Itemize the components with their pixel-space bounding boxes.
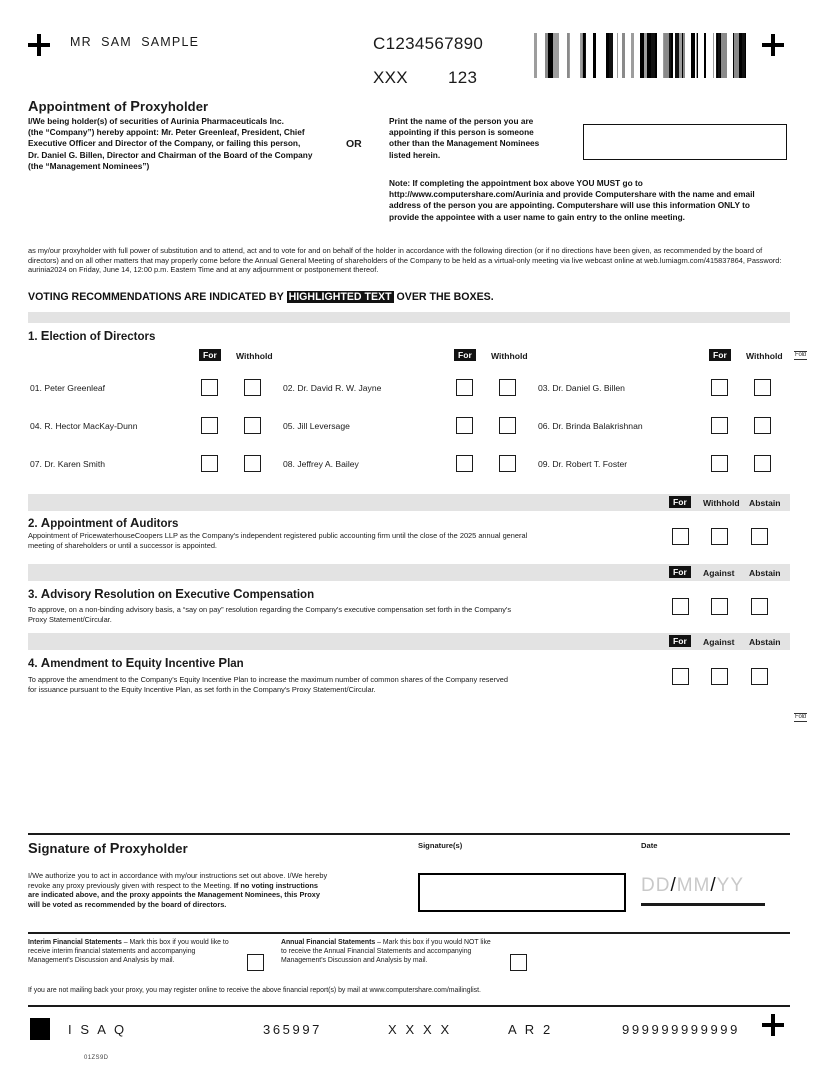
signature-body-text: I/We authorize you to act in accordance with my/our instructions set out above. I/We hereby revoke any proxy previously given with respect to the Meeting. If no voting instructions are indicated above, and the proxy appoints the Management Nominees, this Proxy will be voted as recommended by the board of directors. xyxy=(28,871,328,909)
signature-section-title: Signature of Proxyholder xyxy=(28,841,188,857)
proposal3-against-checkbox[interactable] xyxy=(711,598,728,615)
date-mm: MM xyxy=(676,875,711,896)
proposal3-abstain-checkbox[interactable] xyxy=(751,598,768,615)
p4-col-abstain: Abstain xyxy=(749,637,781,647)
nominee-08-label: 08. Jeffrey A. Bailey xyxy=(283,459,359,469)
proposal3-number: 3. xyxy=(28,589,38,601)
voting-rec-suffix: OVER THE BOXES. xyxy=(393,291,494,303)
holder-name: MR SAM SAMPLE xyxy=(70,35,200,49)
control-number: C1234567890 xyxy=(373,34,484,53)
proxyholder-line-3: Executive Officer and Director of the Company, or failing this person, xyxy=(28,138,301,149)
control-code-left: XXX xyxy=(373,68,408,87)
nominee-05-withhold-checkbox[interactable] xyxy=(499,417,516,434)
nominee-04-withhold-checkbox[interactable] xyxy=(244,417,261,434)
nominee-07-label: 07. Dr. Karen Smith xyxy=(30,459,105,469)
voting-recommendation-line xyxy=(28,291,494,303)
nominee-02-for-checkbox[interactable] xyxy=(456,379,473,396)
mailing-list-note: If you are not mailing back your proxy, you may register online to receive the above financial report(s) by mail at www.computershare.com/mailinglist. xyxy=(28,987,481,994)
proxyholder-appointment-text xyxy=(28,116,348,172)
footer-code-3: X X X X xyxy=(388,1022,452,1037)
authority-paragraph: as my/our proxyholder with full power of substitution and to attend, act and to vote for and on behalf of the holder in accordance with the following direction (or if no directions have been given, as recommended by the board of directors) and on all other matters that may properly come before the Annual General Meeting of shareholders of the Company to be held as a virtual-only meeting via live webcast online at web.lumiagm.com/415837864, Password: aurinia2024 on Friday, June 14, 12:00 p.m. Eastern Time and at any adjournment or postponement thereof. xyxy=(28,246,782,275)
proposal3-description: To approve, on a non-binding advisory basis, a “say on pay” resolution regarding the Company's executive compensation set forth in the Company's Proxy Statement/Circular. xyxy=(28,605,512,624)
p1-col-for-3: For xyxy=(709,350,731,360)
interim-financial-text xyxy=(28,939,233,965)
fold-marker-bottom: Fold xyxy=(795,714,806,720)
date-underline xyxy=(641,903,765,906)
registration-cross-bottom-right xyxy=(762,1014,784,1036)
date-label: Date xyxy=(641,841,658,850)
proxyholder-line-1: I/We being holder(s) of securities of Aurinia Pharmaceuticals Inc. xyxy=(28,116,284,126)
proposal3-title: 3. Advisory Resolution on Executive Compensation xyxy=(28,586,315,601)
proposal3-for-checkbox[interactable] xyxy=(672,598,689,615)
p1-col-withhold-1: Withhold xyxy=(236,351,273,361)
proposal4-number: 4. xyxy=(28,658,38,670)
p4-col-against: Against xyxy=(703,637,735,647)
voting-rec-prefix: VOTING RECOMMENDATIONS ARE INDICATED BY xyxy=(28,291,287,303)
footer-code-2: 365997 xyxy=(263,1022,322,1037)
nominee-02-label: 02. Dr. David R. W. Jayne xyxy=(283,383,382,393)
proxyholder-line-2: (the “Company”) hereby appoint: Mr. Peter Greenleaf, President, Chief xyxy=(28,127,305,138)
control-number-barcode xyxy=(534,33,746,78)
nominee-04-for-checkbox[interactable] xyxy=(201,417,218,434)
p2-col-for: For xyxy=(669,497,691,507)
nominee-03-withhold-checkbox[interactable] xyxy=(754,379,771,396)
signature-section-divider xyxy=(28,833,790,835)
proposal2-title: 2. Appointment of Auditors xyxy=(28,515,179,530)
nominee-05-label: 05. Jill Leversage xyxy=(283,421,350,431)
control-code-right: 123 xyxy=(448,68,478,87)
print-appointee-instruction: Print the name of the person you are appointing if this person is someone other than the Management Nominees listed herein. xyxy=(389,116,540,160)
p1-col-for-2: For xyxy=(454,350,476,360)
date-dd: DD xyxy=(641,875,671,896)
proxyholder-section-title: Appointment of Proxyholder xyxy=(28,99,209,115)
nominee-08-for-checkbox[interactable] xyxy=(456,455,473,472)
proposal2-withhold-checkbox[interactable] xyxy=(711,528,728,545)
p3-col-abstain: Abstain xyxy=(749,568,781,578)
proposal4-abstain-checkbox[interactable] xyxy=(751,668,768,685)
footer-code-4: A R 2 xyxy=(508,1022,553,1037)
p2-col-withhold: Withhold xyxy=(703,498,740,508)
footer-black-block xyxy=(30,1018,50,1040)
p2-col-abstain: Abstain xyxy=(749,498,781,508)
annual-financial-checkbox[interactable] xyxy=(510,954,527,971)
nominee-03-label: 03. Dr. Daniel G. Billen xyxy=(538,383,625,393)
date-sep-2: / xyxy=(710,875,717,896)
proposal4-description: To approve the amendment to the Company's Equity Incentive Plan to increase the maximum number of common shares of the Company reserved for issuance pursuant to the Equity Incentive Plan, as set forth in the Company's Proxy Statement/Circular. xyxy=(28,675,508,694)
interim-financial-checkbox[interactable] xyxy=(247,954,264,971)
proposal4-for-checkbox[interactable] xyxy=(672,668,689,685)
nominee-06-label: 06. Dr. Brinda Balakrishnan xyxy=(538,421,643,431)
signature-label: Signature(s) xyxy=(418,841,463,850)
interim-financial-title: Interim Financial Statements xyxy=(28,939,122,946)
financial-section-divider xyxy=(28,932,790,934)
p1-col-for-1: For xyxy=(199,350,221,360)
proposal1-number: 1. xyxy=(28,331,38,343)
p4-col-for: For xyxy=(669,636,691,646)
proposal2-abstain-checkbox[interactable] xyxy=(751,528,768,545)
annual-financial-title: Annual Financial Statements xyxy=(281,939,376,946)
interim-financial-body: – Mark this box if you would like to receive interim financial statements and accompanying Management's Discussion and Analysis by mail. xyxy=(28,939,229,964)
nominee-03-for-checkbox[interactable] xyxy=(711,379,728,396)
registration-cross-top-right xyxy=(762,34,784,56)
nominee-09-label: 09. Dr. Robert T. Foster xyxy=(538,459,628,469)
proxyholder-line-4: Dr. Daniel G. Billen, Director and Chairman of the Board of the Company xyxy=(28,149,313,160)
annual-financial-body: – Mark this box if you would NOT like to receive the Annual Financial Statements and accompanying Management's Discussion and Analysis by mail. xyxy=(281,939,491,964)
nominee-08-withhold-checkbox[interactable] xyxy=(499,455,516,472)
date-sep-1: / xyxy=(670,875,677,896)
date-input[interactable] xyxy=(641,875,744,897)
nominee-01-for-checkbox[interactable] xyxy=(201,379,218,396)
signature-input[interactable] xyxy=(418,873,626,912)
nominee-01-label: 01. Peter Greenleaf xyxy=(30,383,106,393)
nominee-09-for-checkbox[interactable] xyxy=(711,455,728,472)
p3-col-for: For xyxy=(669,567,691,577)
fold-marker-top: Fold xyxy=(795,352,806,358)
proposal2-for-checkbox[interactable] xyxy=(672,528,689,545)
proposal1-title: 1. Election of Directors xyxy=(28,328,156,343)
nominee-04-label: 04. R. Hector MacKay-Dunn xyxy=(30,421,138,431)
nominee-07-for-checkbox[interactable] xyxy=(201,455,218,472)
registration-cross-top-left xyxy=(28,34,50,56)
p1-col-withhold-2: Withhold xyxy=(491,351,528,361)
p1-col-withhold-3: Withhold xyxy=(746,351,783,361)
voting-rec-highlight: HIGHLIGHTED TEXT xyxy=(288,291,392,303)
nominee-05-for-checkbox[interactable] xyxy=(456,417,473,434)
proposal2-number: 2. xyxy=(28,518,38,530)
nominee-09-withhold-checkbox[interactable] xyxy=(754,455,771,472)
appointee-note: Note: If completing the appointment box above YOU MUST go to http://www.computershare.com/Aurinia and provide Computershare with the name and email address of the person you are appointing. Computershare will use this information ONLY to provide the appointee with a user name to gain entry to the online meeting. xyxy=(389,178,755,222)
p3-col-against: Against xyxy=(703,568,735,578)
proposal4-title: 4. Amendment to Equity Incentive Plan xyxy=(28,655,244,670)
form-code: 01ZS9D xyxy=(84,1055,109,1061)
nominee-07-withhold-checkbox[interactable] xyxy=(244,455,261,472)
nominee-02-withhold-checkbox[interactable] xyxy=(499,379,516,396)
or-label: OR xyxy=(346,138,362,150)
nominee-06-for-checkbox[interactable] xyxy=(711,417,728,434)
appointee-name-input[interactable] xyxy=(583,124,787,160)
date-yy: YY xyxy=(716,875,745,896)
proposal1-band xyxy=(28,312,790,323)
footer-divider xyxy=(28,1005,790,1007)
footer-code-1: I S A Q xyxy=(68,1022,127,1037)
nominee-01-withhold-checkbox[interactable] xyxy=(244,379,261,396)
proxyholder-line-5: (the “Management Nominees”) xyxy=(28,160,150,171)
annual-financial-text xyxy=(281,939,496,965)
footer-code-5: 999999999999 xyxy=(622,1022,740,1037)
proposal2-description: Appointment of PricewaterhouseCoopers LLP as the Company's independent registered public accounting firm until the close of the 2025 annual general meeting of shareholders or until a successor is appointed. xyxy=(28,531,528,550)
nominee-06-withhold-checkbox[interactable] xyxy=(754,417,771,434)
proposal4-against-checkbox[interactable] xyxy=(711,668,728,685)
